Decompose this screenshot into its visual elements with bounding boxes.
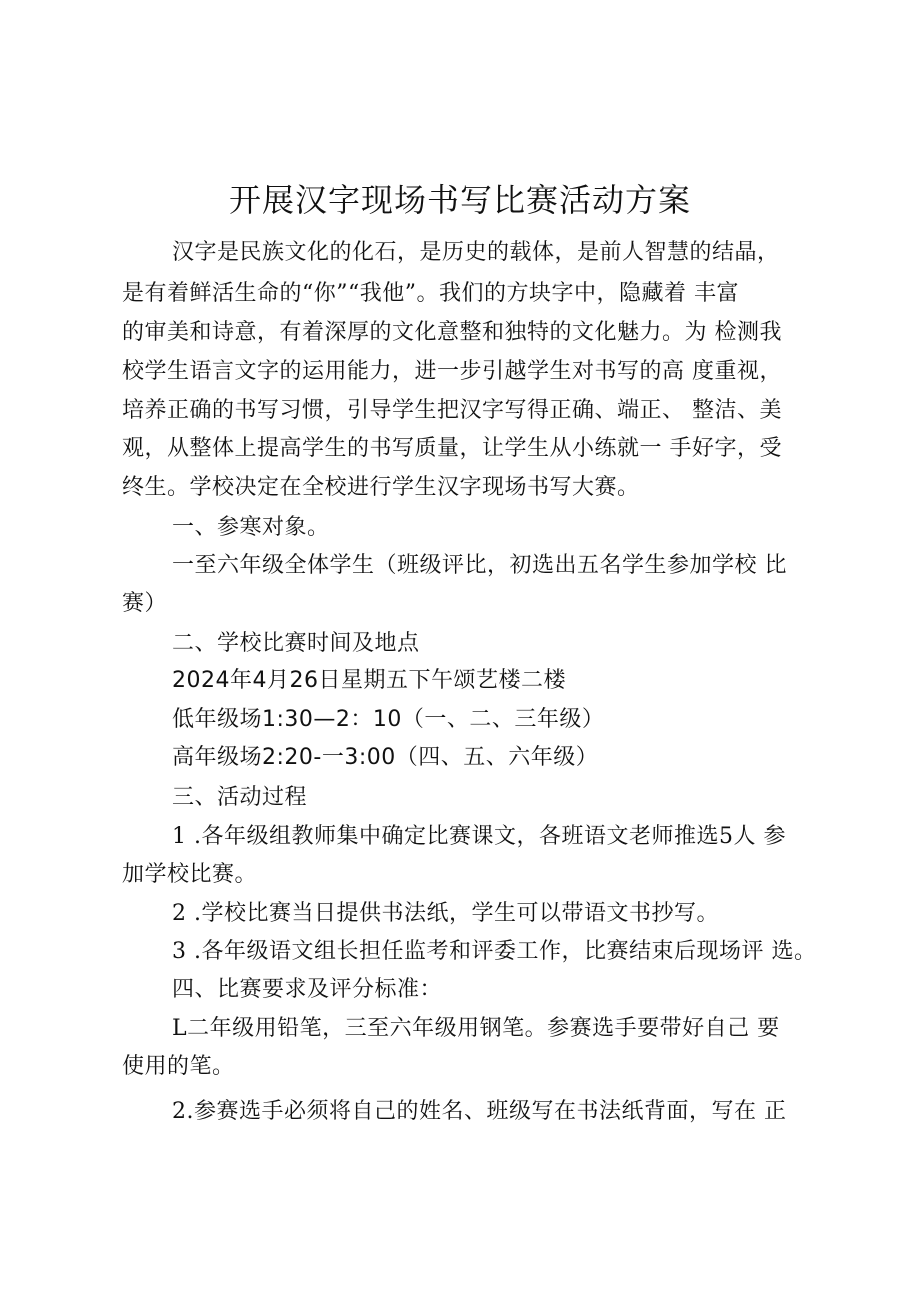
intro-line: 观，从整体上提高学生的书写质量，让学生从小练就一 手好字，受	[122, 436, 782, 461]
intro-line: 是有着鲜活生命的“你”“我他”。我们的方块字中，隐藏着 丰富	[122, 281, 739, 306]
section-line: 高年级场2:20-一3:00（四、五、六年级）	[172, 745, 599, 770]
section-line: 低年级场1:30—2：10（一、二、三年级）	[172, 707, 605, 732]
section-heading: 二、学校比赛时间及地点	[172, 631, 420, 656]
intro-line: 培养正确的书写习惯，引导学生把汉字写得正确、端正、 整洁、美	[122, 398, 782, 423]
intro-line: 校学生语言文字的运用能力，进一步引越学生对书写的高 度重视，	[122, 359, 782, 384]
intro-line: 终生。学校决定在全校进行学生汉字现场书写大赛。	[122, 475, 640, 500]
section-line: 一至六年级全体学生（班级评比，初选出五名学生参加学校 比	[172, 553, 787, 578]
section-heading: 一、参寒对象。	[172, 515, 330, 540]
section-line: 3 .各年级语文组长担任监考和评委工作，比赛结束后现场评 选。	[172, 939, 817, 964]
section-line: 加学校比赛。	[122, 862, 258, 887]
intro-line: 汉字是民族文化的化石，是历史的载体，是前人智慧的结晶，	[172, 240, 780, 265]
section-line: 2.参赛选手必须将自己的姓名、班级写在书法纸背面，写在 正	[172, 1099, 787, 1124]
intro-line: 的审美和诗意，有着深厚的文化意整和独特的文化魅力。为 检测我	[122, 320, 782, 345]
section-line: 1 .各年级组教师集中确定比赛课文，各班语文老师推选5人 参	[172, 824, 786, 849]
section-line: 2 .学校比赛当日提供书法纸，学生可以带语文书抄写。	[172, 901, 719, 926]
section-line: 使用的笔。	[122, 1054, 235, 1079]
section-heading: 四、比赛要求及评分标准：	[172, 977, 443, 1002]
document-title: 开展汉字现场书写比赛活动方案	[228, 181, 691, 219]
section-line: 2024年4月26日星期五下午颂艺楼二楼	[172, 668, 566, 693]
section-line: L二年级用铅笔，三至六年级用钢笔。参赛选手要带好自己 要	[172, 1016, 780, 1041]
section-heading: 三、活动过程	[172, 785, 308, 810]
section-line: 赛）	[122, 591, 168, 616]
